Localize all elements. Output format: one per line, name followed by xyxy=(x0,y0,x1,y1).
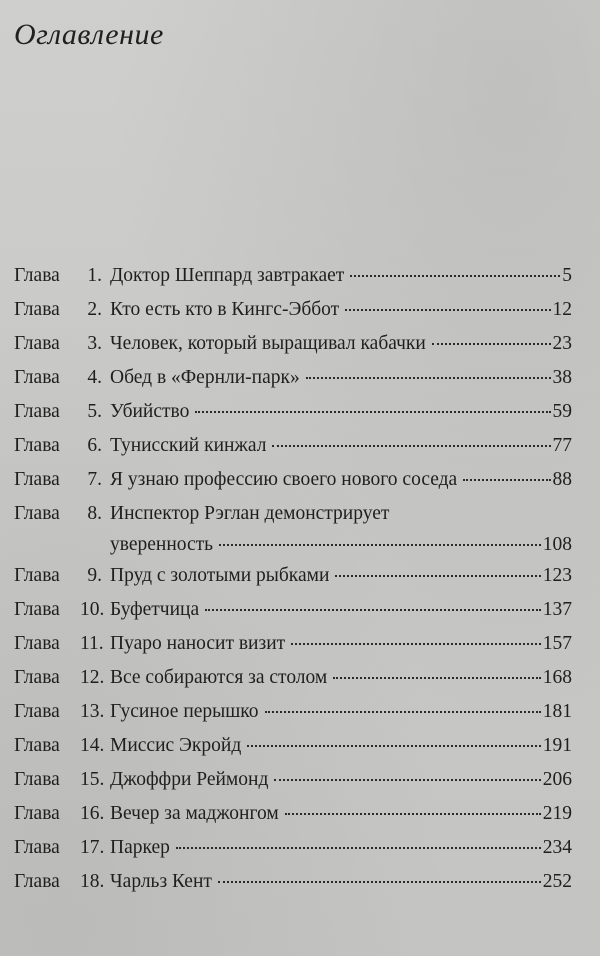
page-number: 157 xyxy=(542,633,572,654)
page-number: 23 xyxy=(552,333,572,354)
chapter-number: 9. xyxy=(87,565,102,586)
page-number: 168 xyxy=(542,667,572,688)
chapter-title: Гусиное перышко xyxy=(110,701,259,722)
toc-entry xyxy=(14,497,572,559)
page-number: 137 xyxy=(542,599,572,620)
chapter-number: 17. xyxy=(80,837,105,858)
chapter-title: Тунисский кинжал xyxy=(110,435,267,456)
chapter-number: 2. xyxy=(87,299,102,320)
page-number: 252 xyxy=(542,871,572,892)
chapter-word: Глава xyxy=(14,435,60,456)
dot-leader xyxy=(285,813,541,815)
toc-entry xyxy=(14,593,572,627)
page-number: 108 xyxy=(542,534,572,555)
chapter-title: Пуаро наносит визит xyxy=(110,633,286,654)
toc-entry xyxy=(14,327,572,361)
page-number: 88 xyxy=(552,469,572,490)
chapter-title-continued: уверенность xyxy=(110,534,214,555)
dot-leader xyxy=(265,711,541,713)
toc-entry xyxy=(14,463,572,497)
chapter-number: 6. xyxy=(87,435,102,456)
chapter-number: 3. xyxy=(87,333,102,354)
chapter-word: Глава xyxy=(14,469,60,490)
chapter-title: Доктор Шеппард завтракает xyxy=(110,265,345,286)
chapter-number: 15. xyxy=(80,769,105,790)
chapter-title: Паркер xyxy=(110,837,170,858)
chapter-word: Глава xyxy=(14,333,60,354)
toc-list xyxy=(14,259,572,899)
chapter-word: Глава xyxy=(14,769,60,790)
page-number: 12 xyxy=(552,299,572,320)
chapter-title: Все собираются за столом xyxy=(110,667,328,688)
toc-entry xyxy=(14,627,572,661)
chapter-number: 4. xyxy=(87,367,102,388)
dot-leader xyxy=(350,275,560,277)
page-number: 123 xyxy=(542,565,572,586)
dot-leader xyxy=(463,479,550,481)
chapter-title: Обед в «Фернли-парк» xyxy=(110,367,300,388)
chapter-number: 10. xyxy=(80,599,105,620)
chapter-word: Глава xyxy=(14,503,60,524)
chapter-number: 14. xyxy=(80,735,105,756)
toc-entry xyxy=(14,361,572,395)
chapter-number: 13. xyxy=(80,701,105,722)
chapter-title: Чарльз Кент xyxy=(110,871,212,892)
dot-leader xyxy=(291,643,541,645)
toc-entry xyxy=(14,395,572,429)
page-number: 206 xyxy=(542,769,572,790)
toc-entry xyxy=(14,797,572,831)
dot-leader xyxy=(219,544,541,546)
dot-leader xyxy=(274,779,540,781)
chapter-title: Я узнаю профессию своего нового соседа xyxy=(110,469,458,490)
toc-entry xyxy=(14,729,572,763)
dot-leader xyxy=(272,445,550,447)
chapter-word: Глава xyxy=(14,871,60,892)
chapter-number: 12. xyxy=(80,667,105,688)
dot-leader xyxy=(247,745,540,747)
toc-entry xyxy=(14,429,572,463)
dot-leader xyxy=(345,309,550,311)
chapter-number: 16. xyxy=(80,803,105,824)
dot-leader xyxy=(195,411,550,413)
toc-entry xyxy=(14,559,572,593)
toc-entry xyxy=(14,661,572,695)
chapter-number: 8. xyxy=(87,503,102,524)
chapter-word: Глава xyxy=(14,599,60,620)
toc-heading: Оглавление xyxy=(14,18,164,51)
chapter-title: Убийство xyxy=(110,401,190,422)
chapter-title: Пруд с золотыми рыбками xyxy=(110,565,330,586)
chapter-title: Кто есть кто в Кингс-Эббот xyxy=(110,299,340,320)
chapter-title: Буфетчица xyxy=(110,599,200,620)
chapter-word: Глава xyxy=(14,299,60,320)
chapter-title: Миссис Экройд xyxy=(110,735,242,756)
chapter-word: Глава xyxy=(14,735,60,756)
dot-leader xyxy=(218,881,541,883)
chapter-word: Глава xyxy=(14,265,60,286)
toc-entry xyxy=(14,259,572,293)
toc-entry xyxy=(14,831,572,865)
dot-leader xyxy=(432,343,551,345)
page-number: 234 xyxy=(542,837,572,858)
dot-leader xyxy=(176,847,541,849)
page-number: 181 xyxy=(542,701,572,722)
chapter-word: Глава xyxy=(14,701,60,722)
page-number: 5 xyxy=(562,265,572,286)
chapter-title: Джоффри Реймонд xyxy=(110,769,269,790)
chapter-number: 18. xyxy=(80,871,105,892)
chapter-word: Глава xyxy=(14,401,60,422)
chapter-title: Вечер за маджонгом xyxy=(110,803,279,824)
toc-entry xyxy=(14,695,572,729)
dot-leader xyxy=(205,609,541,611)
toc-entry xyxy=(14,293,572,327)
chapter-word: Глава xyxy=(14,565,60,586)
chapter-title: Человек, который выращивал кабачки xyxy=(110,333,426,354)
page-number: 191 xyxy=(542,735,572,756)
chapter-number: 11. xyxy=(80,633,104,654)
toc-entry xyxy=(14,763,572,797)
page-number: 38 xyxy=(552,367,572,388)
chapter-number: 7. xyxy=(87,469,102,490)
dot-leader xyxy=(335,575,540,577)
chapter-word: Глава xyxy=(14,837,60,858)
chapter-word: Глава xyxy=(14,803,60,824)
page-number: 59 xyxy=(552,401,572,422)
toc-entry xyxy=(14,865,572,899)
chapter-word: Глава xyxy=(14,633,60,654)
dot-leader xyxy=(333,677,540,679)
page-number: 219 xyxy=(542,803,572,824)
page-number: 77 xyxy=(552,435,572,456)
chapter-number: 5. xyxy=(87,401,102,422)
chapter-number: 1. xyxy=(87,265,102,286)
chapter-word: Глава xyxy=(14,667,60,688)
chapter-title: Инспектор Рэглан демонстрирует xyxy=(110,503,390,524)
dot-leader xyxy=(306,377,551,379)
chapter-word: Глава xyxy=(14,367,60,388)
